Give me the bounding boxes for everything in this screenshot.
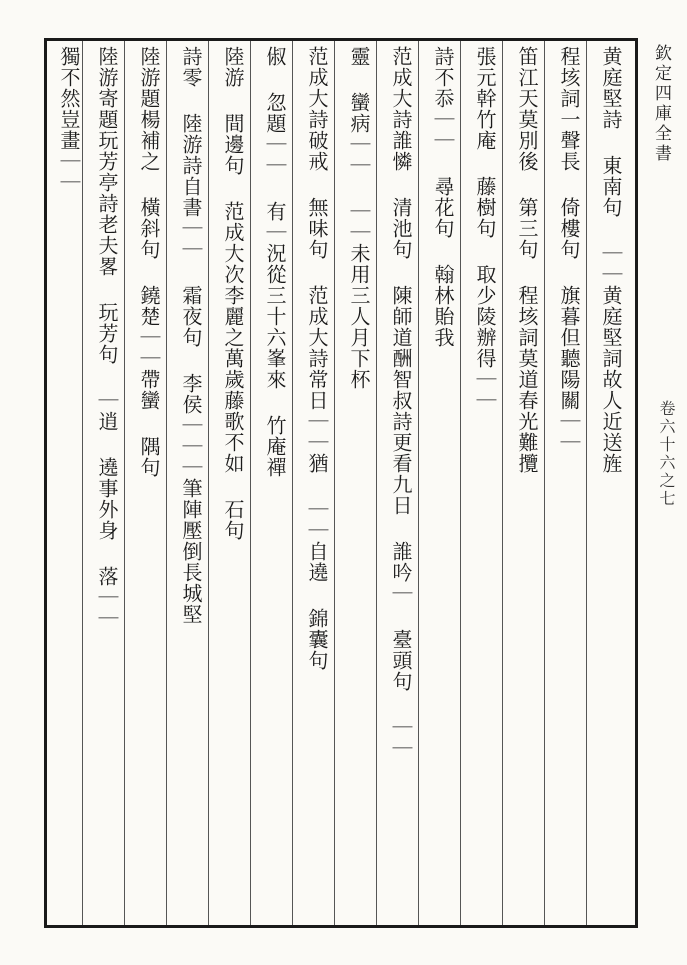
text-column-10: 陸游 間邊句 范成大次李麗之萬歲藤歌不如 石句 [221,46,245,541]
text-column-2: 程垓詞一聲長 倚樓句 旗暮但聽陽關｜｜ [557,46,581,453]
text-column-13: 陸游寄題玩芳亭詩老夫畧 玩芳句 ｜逍 遶事外身 落｜｜ [95,46,119,629]
text-column-11: 詩零 陸游詩自書｜｜ 霜夜句 李侯｜｜｜筆陣壓倒長城堅 [179,46,203,625]
text-column-4: 張元幹竹庵 藤樹句 取少陵辦得｜｜ [473,46,497,411]
text-column-12: 陸游題楊補之 橫斜句 鐃楚｜｜帶蠻 隅句 [137,46,161,478]
text-column-9: 俶 忽題｜｜ 有｜況從三十六峯來 竹庵禪 [263,46,287,478]
text-column-3: 笛江天莫別後 第三句 程垓詞莫道春光難攬 [515,46,539,474]
text-column-14: 獨不然豈畫｜｜ [57,46,81,193]
text-column-6: 范成大詩誰憐 清池句 陳師道酬智叔詩更看九日 誰吟｜ 臺頭句 ｜｜ [389,46,413,759]
text-column-8: 范成大詩破戒 無味句 范成大詩常日｜｜猶 ｜｜自遶 錦囊句 [305,46,329,671]
text-column-7: 靈 蠻病｜｜ ｜｜未用三人月下杯 [347,46,371,390]
text-column-1: 黄庭堅詩 東南句 ｜｜黄庭堅詞故人近送旌 [599,46,623,474]
margin-header: 欽定四庫全書 [651,44,671,164]
volume-label: 卷六十六之七 [657,400,676,508]
text-column-5: 詩不忝｜｜ 尋花句 翰林貽我 [431,46,455,348]
